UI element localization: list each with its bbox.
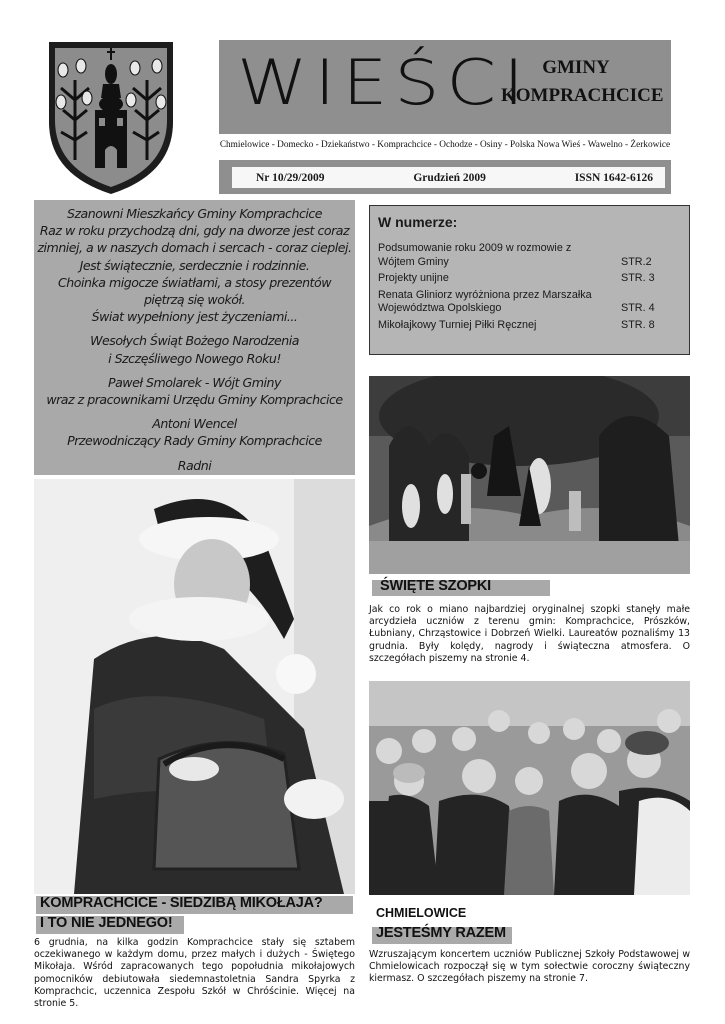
signature-line: Antoni Wencel [152,416,237,432]
greeting-line: piętrzą się wokół. [143,292,246,308]
issue-bar [219,160,671,194]
toc-item-title: Mikołajkowy Turniej Piłki Ręcznej [378,318,537,331]
toc-item[interactable] [378,272,681,286]
signature-line: Radni [177,457,212,473]
table-of-contents [369,205,690,355]
signature-line: Przewodniczący Rady Gminy Komprachcice [67,433,322,449]
masthead-banner [219,40,671,134]
mikolaj-subheading: I TO NIE JEDNEGO! [40,915,173,931]
issue-number: Nr 10/29/2009 [256,171,325,184]
toc-item[interactable] [378,289,681,316]
greeting-line: Szanowni Mieszkańcy Gminy Komprachcice [66,206,323,221]
greeting-line: Choinka migocze światłami, a stosy prezentów [58,274,331,290]
toc-item-page: STR. 8 [621,318,655,331]
greeting-line: zimniej, a w naszych domach i sercach - coraz cieplej. [37,240,352,256]
toc-item-title: Renata Gliniorz wyróżniona przez Marszałka Województwa Opolskiego [378,288,592,314]
gmina-name [501,54,664,110]
gmina-label: GMINY [542,57,610,78]
newspaper-title: WIEŚCI [237,46,532,119]
gmina-city: KOMPRACHCICE [501,85,664,106]
razem-kicker: CHMIELOWICE [376,906,467,920]
razem-heading: JESTEŚMY RAZEM [376,925,506,941]
issue-date: Grudzień 2009 [413,171,486,184]
greeting-line: Świat wypełniony jest życzeniami... [91,309,298,325]
wishes-line: Wesołych Świąt Bożego Narodzenia [90,333,299,349]
szopki-heading: ŚWIĘTE SZOPKI [380,578,491,594]
greeting-line: Jest świątecznie, serdecznie i rodzinnie. [79,257,310,273]
santa-helper-photo [34,479,355,894]
toc-item-title: Projekty unijne [378,272,449,284]
wishes-line: i Szczęśliwego Nowego Roku! [108,350,281,366]
toc-item-page: STR. 3 [621,272,655,284]
issn: ISSN 1642-6126 [574,171,653,184]
school-children-photo [369,681,690,895]
toc-item[interactable] [378,319,681,333]
nativity-scene-photo [369,376,690,574]
villages-list: Chmielowice - Domecko - Dziekaństwo - Komprachcice - Ochodze - Osiny - Polska Nowa Wieś - Wawelno - Żerkowice [219,140,671,150]
szopki-body: Jak co rok o miano najbardziej oryginalnej szopki stanęły małe arcydzieła uczniów z terenu gmin: Komprachcice, Prószków, Łubniany, Chrząstowice i Dobrzeń Wielki. Laureatów poznaliśmy 13 grudnia. Były kolędy, nagrody i świąteczna atmosfera. O szczegółach piszemy na stronie 4. [369,604,690,664]
greeting-line: Raz w roku przychodzą dni, gdy na dworze jest coraz [39,223,350,239]
mikolaj-heading: KOMPRACHCICE - SIEDZIBĄ MIKOŁAJA? [40,895,323,911]
gmina-coat-of-arms [47,40,175,196]
toc-item-title: Podsumowanie roku 2009 w rozmowie z Wójtem Gminy [378,242,572,268]
toc-title: W numerze: [378,214,458,230]
mikolaj-body: 6 grudnia, na kilka godzin Komprachcice stały się sztabem oczekiwanego w każdym domu, przez małych i dużych - Świętego Mikołaja. Wśród zapracowanych tego popołudnia mikołajowych pomocników debiutowała siedemnastoletnia Sandra Spyrka z Komprachcic, uczennica Zespołu Szkół w Chróścinie. Więcej na stronie 5. [34,937,355,1010]
toc-item-page: STR.2 [621,255,652,268]
holiday-greeting [34,200,355,475]
signature-line: Paweł Smolarek - Wójt Gminy [108,374,281,390]
signature-line: wraz z pracownikami Urzędu Gminy Komprachcice [46,392,343,408]
toc-item-page: STR. 4 [621,302,655,314]
toc-item[interactable] [378,242,681,269]
razem-body: Wzruszającym koncertem uczniów Publicznej Szkoły Podstawowej w Chmielowicach rozpoczął się w tym sołectwie coroczny świąteczny kiermasz. O szczegółach piszemy na stronie 7. [369,949,690,985]
